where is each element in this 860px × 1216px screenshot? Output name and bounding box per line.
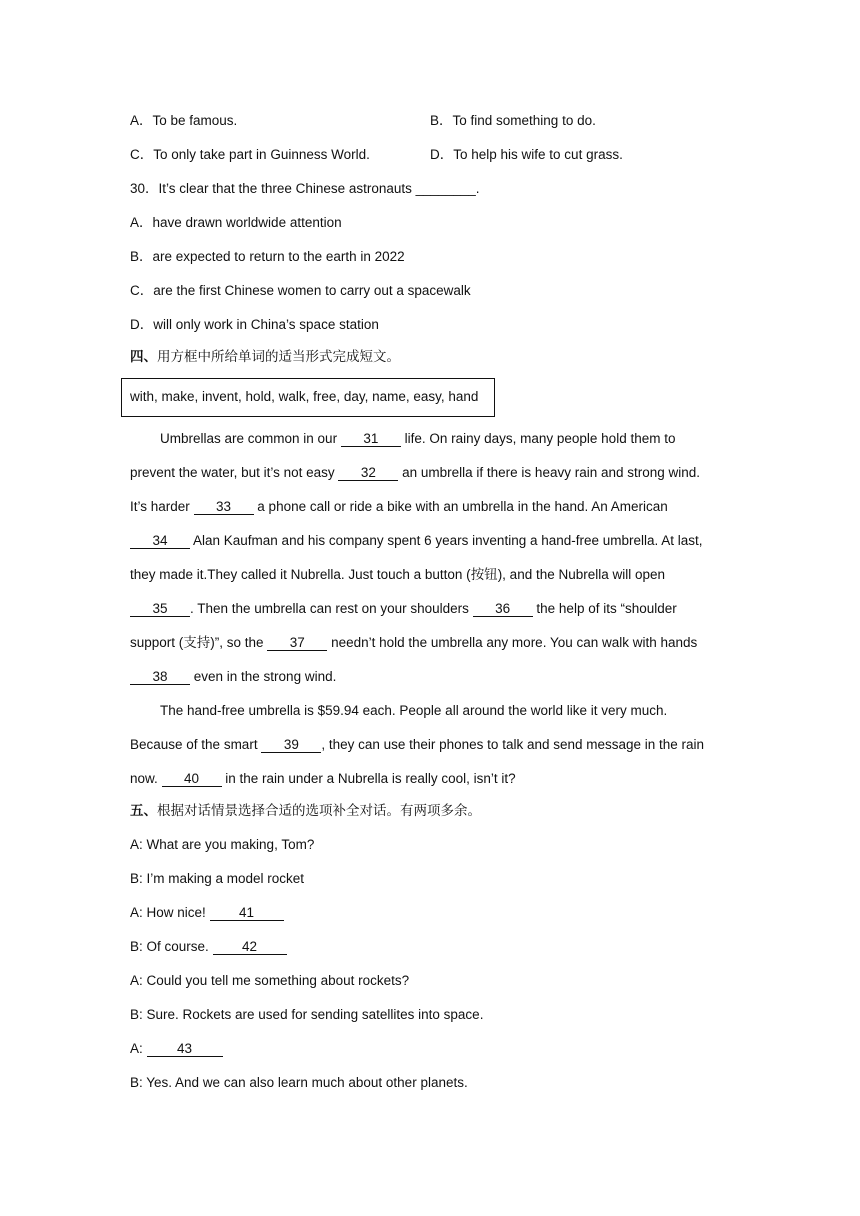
q30-option-a: A．have drawn worldwide attention: [130, 215, 342, 230]
dialogue-line-2: B: I’m making a model rocket: [130, 871, 305, 886]
word-bank-text: with, make, invent, hold, walk, free, day, name, easy, hand: [130, 389, 479, 404]
passage-text: Alan Kaufman and his company spent 6 years inventing a hand-free umbrella. At last,: [190, 533, 703, 548]
dialogue-text: A:: [130, 1041, 147, 1056]
q30-stem: 30．It’s clear that the three Chinese astronauts ________.: [130, 181, 480, 196]
blank-32[interactable]: 32: [338, 465, 398, 481]
passage-text: . Then the umbrella can rest on your shoulders: [190, 601, 473, 616]
blank-34[interactable]: 34: [130, 533, 190, 549]
passage-line-6: [130, 600, 677, 618]
passage-line-8: [130, 668, 336, 686]
blank-43[interactable]: 43: [147, 1041, 223, 1057]
passage-text: now.: [130, 771, 162, 786]
q30-option-b: B．are expected to return to the earth in 2022: [130, 249, 405, 264]
section5-heading: [130, 802, 481, 820]
blank-36[interactable]: 36: [473, 601, 533, 617]
passage-text: , they can use their phones to talk and send message in the rain: [321, 737, 705, 752]
dialogue-line-6: B: Sure. Rockets are used for sending satellites into space.: [130, 1007, 484, 1022]
q29-option-b: B．To find something to do.: [430, 113, 596, 128]
blank-37[interactable]: 37: [267, 635, 327, 651]
q29-option-d: D．To help his wife to cut grass.: [430, 147, 623, 162]
passage-text: life. On rainy days, many people hold them to: [400, 431, 676, 446]
passage-text-cjk: 支持: [183, 635, 211, 651]
dialogue-text: A: How nice!: [130, 905, 210, 920]
dialogue-text: B: Of course.: [130, 939, 213, 954]
dialogue-line-7: [130, 1040, 223, 1058]
passage-text: needn’t hold the umbrella any more. You can walk with hands: [327, 635, 698, 650]
q29-option-a: A．To be famous.: [130, 113, 238, 128]
passage-line-7: [130, 634, 697, 652]
passage-text: a phone call or ride a bike with an umbrella in the hand. An American: [253, 499, 668, 514]
blank-39[interactable]: 39: [261, 737, 321, 753]
passage-text: even in the strong wind.: [190, 669, 337, 684]
dialogue-line-4: [130, 938, 287, 956]
passage-text-cjk: 按钮: [470, 567, 498, 583]
dialogue-line-5: A: Could you tell me something about rockets?: [130, 973, 410, 988]
passage-text: in the rain under a Nubrella is really cool, isn’t it?: [221, 771, 516, 786]
blank-42[interactable]: 42: [213, 939, 287, 955]
word-bank-box: [121, 378, 495, 417]
passage-line-9: The hand-free umbrella is $59.94 each. People all around the world like it very much.: [160, 703, 668, 718]
passage-text: Umbrellas are common in our: [160, 431, 341, 446]
dialogue-line-8: B: Yes. And we can also learn much about other planets.: [130, 1075, 468, 1090]
passage-line-11: [130, 770, 516, 788]
passage-text: an umbrella if there is heavy rain and strong wind.: [398, 465, 701, 480]
passage-line-2: [130, 464, 700, 482]
blank-31[interactable]: 31: [341, 431, 401, 447]
passage-line-3: [130, 498, 668, 516]
passage-text: they made it.They called it Nubrella. Just touch a button (: [130, 567, 471, 582]
passage-text: Because of the smart: [130, 737, 262, 752]
blank-41[interactable]: 41: [210, 905, 284, 921]
section4-heading: [130, 348, 400, 366]
passage-text: the help of its “shoulder: [532, 601, 677, 616]
section4-title: 用方框中所给单词的适当形式完成短文。: [157, 349, 400, 365]
passage-text: )”, so the: [210, 635, 268, 650]
passage-line-1: [160, 430, 675, 448]
blank-33[interactable]: 33: [194, 499, 254, 515]
q30-option-d: D．will only work in China’s space station: [130, 317, 379, 332]
section4-number: 四、: [130, 349, 157, 365]
passage-line-4: [130, 532, 703, 550]
passage-text: ), and the Nubrella will open: [497, 567, 666, 582]
passage-text: support (: [130, 635, 184, 650]
blank-40[interactable]: 40: [162, 771, 222, 787]
q30-option-c: C．are the first Chinese women to carry out a spacewalk: [130, 283, 471, 298]
blank-35[interactable]: 35: [130, 601, 190, 617]
q29-option-c: C．To only take part in Guinness World.: [130, 147, 370, 162]
passage-line-10: [130, 736, 704, 754]
section5-title: 根据对话情景选择合适的选项补全对话。有两项多余。: [157, 803, 481, 819]
passage-line-5: [130, 566, 665, 584]
passage-text: prevent the water, but it’s not easy: [130, 465, 339, 480]
section5-number: 五、: [130, 803, 157, 819]
passage-text: It’s harder: [130, 499, 194, 514]
dialogue-line-3: [130, 904, 284, 922]
dialogue-line-1: A: What are you making, Tom?: [130, 837, 315, 852]
blank-38[interactable]: 38: [130, 669, 190, 685]
